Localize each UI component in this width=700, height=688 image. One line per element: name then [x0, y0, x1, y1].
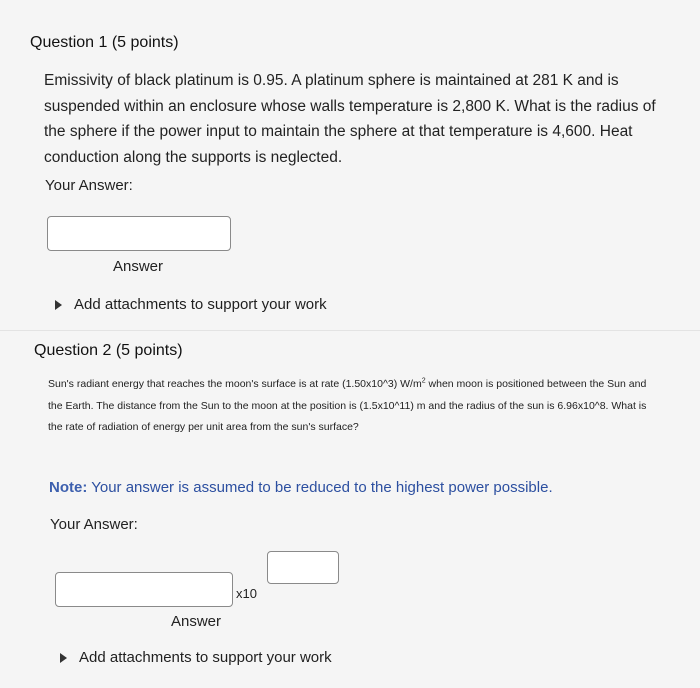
expand-triangle-icon [55, 300, 62, 310]
question-1-points: (5 points) [111, 34, 179, 51]
question-2-points: (5 points) [115, 342, 183, 359]
question-1-attach-label: Add attachments to support your work [74, 296, 327, 313]
note-label: Note: [49, 479, 88, 496]
question-1-title [30, 34, 179, 52]
question-2-answer-caption: Answer [171, 613, 222, 630]
question-2-note [49, 479, 553, 496]
question-2-text-part2: when moon is positioned between the Sun and the Earth. The distance from the Sun to the moon at the position is (1.5x10^11) m and the radius of the sun is 6.96x10^8. What is the rate of radiation of energy per unit area from the sun's surface? [48, 378, 647, 433]
question-2-text [48, 374, 648, 439]
question-1-add-attachments[interactable] [55, 296, 327, 313]
question-2-add-attachments[interactable] [60, 649, 332, 666]
question-1-answer-caption: Answer [113, 258, 164, 275]
expand-triangle-icon [60, 653, 67, 663]
note-text: Your answer is assumed to be reduced to the highest power possible. [87, 479, 553, 496]
question-1-answer-input[interactable] [47, 216, 231, 251]
question-1-text: Emissivity of black platinum is 0.95. A platinum sphere is maintained at 281 K and is suspended within an enclosure whose walls temperature is 2,800 K. What is the radius of the sphere if the power input to maintain the sphere at that temperature is 4,600. Heat conduction along the supports is neglected. [44, 72, 656, 166]
question-2-text-part1: Sun's radiant energy that reaches the moon's surface is at rate (1.50x10^3) W/m [48, 378, 422, 390]
question-1-your-answer-label: Your Answer: [45, 177, 133, 194]
question-1-label: Question 1 [30, 34, 108, 51]
question-2-label: Question 2 [34, 342, 112, 359]
question-2-text-superscript: 2 [421, 377, 426, 385]
question-2-title [34, 342, 183, 360]
question-2-mantissa-input[interactable] [55, 572, 233, 607]
times-ten-label: x10 [236, 586, 257, 601]
question-2-your-answer-label: Your Answer: [50, 516, 138, 533]
question-divider [0, 330, 700, 331]
question-2-attach-label: Add attachments to support your work [79, 649, 332, 666]
question-2-exponent-input[interactable] [267, 551, 339, 584]
